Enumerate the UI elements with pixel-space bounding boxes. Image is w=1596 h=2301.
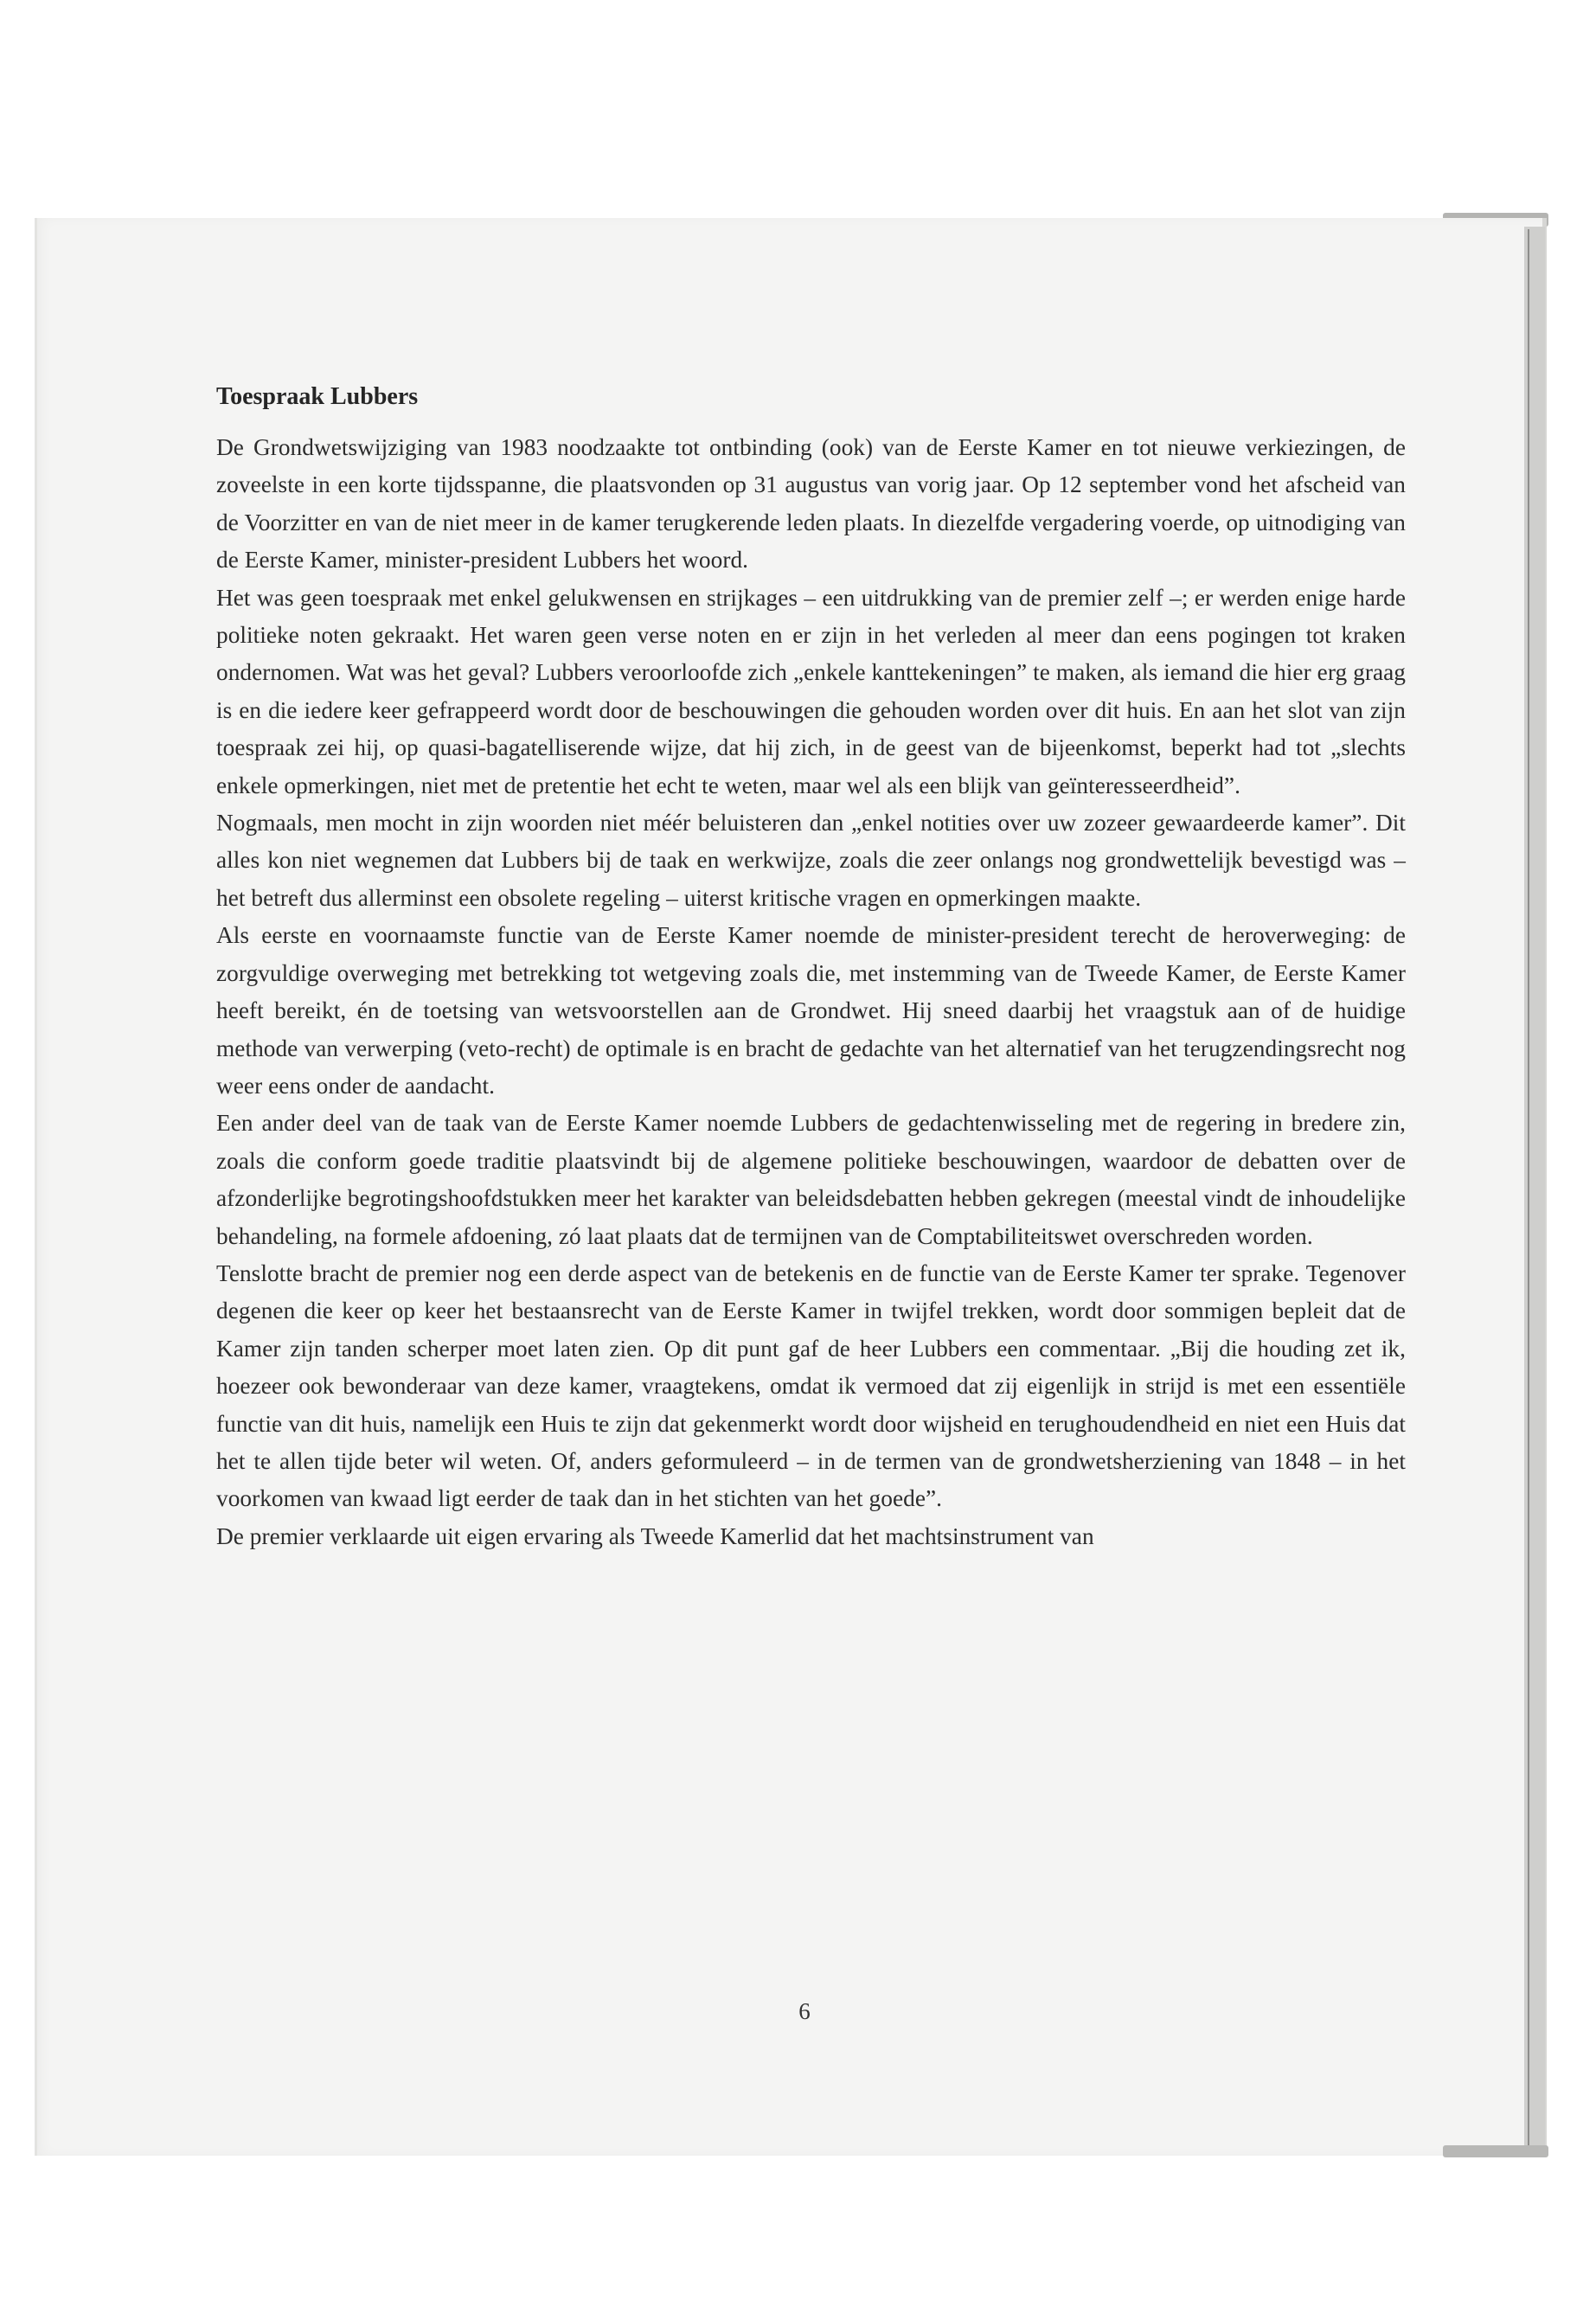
section-heading: Toespraak Lubbers xyxy=(216,383,419,410)
paragraph-6: Tenslotte bracht de premier nog een derde aspect van de betekenis en de functie van de Eerste Kamer ter sprake. Tegenover degenen die keer op keer het bestaansrecht van de Eerste Kamer in twijfel trekken, wordt door sommigen bepleit dat de Kamer zijn tanden scherper moet laten zien. Op dit punt gaf de heer Lubbers een commentaar. „Bij die houding zet ik, hoezeer ook bewonderaar van deze kamer, vraagtekens, omdat ik vermoed dat zij eigenlijk in strijd is met een essentiële functie van dit huis, namelijk een Huis te zijn dat gekenmerkt wordt door wijsheid en terughoudendheid en niet een Huis dat het te allen tijde beter wil weten. Of, anders geformuleerd – in de termen van de grondwetsherziening van 1848 – in het voorkomen van kwaad ligt eerder de taak dan in het stichten van het goede”. xyxy=(216,1259,1406,1512)
page-text-block xyxy=(216,382,1406,1555)
paragraph-2: Het was geen toespraak met enkel gelukwensen en strijkages – een uitdrukking van de premier zelf –; er werden enige harde politieke noten gekraakt. Het waren geen verse noten en er zijn in het verleden al meer dan eens pogingen tot kraken ondernomen. Wat was het geval? Lubbers veroorloofde zich „enkele kanttekeningen” te maken, als iemand die hier erg graag is en die iedere keer gefrappeerd wordt door de beschouwingen die gehouden worden over dit huis. En aan het slot van zijn toespraak zei hij, op quasi-bagatelliserende wijze, dat hij zich, in de geest van de bijeenkomst, beperkt had tot „slechts enkele opmerkingen, niet met de pretentie het echt te weten, maar wel als een blijk van geïnteresseerdheid”. xyxy=(216,584,1406,798)
paragraph-1: De Grondwetswijziging van 1983 noodzaakte tot ontbinding (ook) van de Eerste Kamer en tot nieuwe verkiezingen, de zoveelste in een korte tijdsspanne, die plaatsvonden op 31 augustus van vorig jaar. Op 12 september vond het afscheid van de Voorzitter en van de niet meer in de kamer terugkerende leden plaats. In diezelfde vergadering voerde, op uitnodiging van de Eerste Kamer, minister-president Lubbers het woord. xyxy=(216,434,1406,574)
page-number: 6 xyxy=(798,1998,811,2024)
paragraph-4: Als eerste en voornaamste functie van de Eerste Kamer noemde de minister-president terecht de heroverweging: de zorgvuldige overweging met betrekking tot wetgeving zoals die, met instemming van de Tweede Kamer, de Eerste Kamer heeft bereikt, én de toetsing van wetsvoorstellen aan de Grondwet. Hij sneed daarbij het vraagstuk aan of de huidige methode van verwerping (veto-recht) de optimale is en bracht de gedachte van het alternatief van het terugzendingsrecht nog weer eens onder de aandacht. xyxy=(216,922,1406,1099)
book-cover-edge-bottom xyxy=(1443,2145,1548,2157)
paragraph-3: Nogmaals, men mocht in zijn woorden niet méér beluisteren dan „enkel notities over uw zozeer gewaardeerde kamer”. Dit alles kon niet wegnemen dat Lubbers bij de taak en werkwijze, zoals die zeer onlangs nog grondwettelijk bevestigd was – het betreft dus allerminst een obsolete regeling – uiterst kritische vragen en opmerkingen maakte. xyxy=(216,810,1406,911)
paragraph-5: Een ander deel van de taak van de Eerste Kamer noemde Lubbers de gedachtenwisseling met de regering in bredere zin, zoals die conform goede traditie plaatsvindt bij de algemene politieke beschouwingen, waardoor de debatten over de afzonderlijke begrotingshoofdstukken meer het karakter van beleidsdebatten hebben gekregen (meestal vindt de inhoudelijke behandeling, na formele afdoening, zó laat plaats dat de termijnen van de Comptabiliteitswet overschreden worden. xyxy=(216,1110,1406,1249)
cover-rule-line xyxy=(1528,229,1529,2154)
paragraph-7: De premier verklaarde uit eigen ervaring als Tweede Kamerlid dat het machtsinstrument van xyxy=(216,1522,1094,1549)
